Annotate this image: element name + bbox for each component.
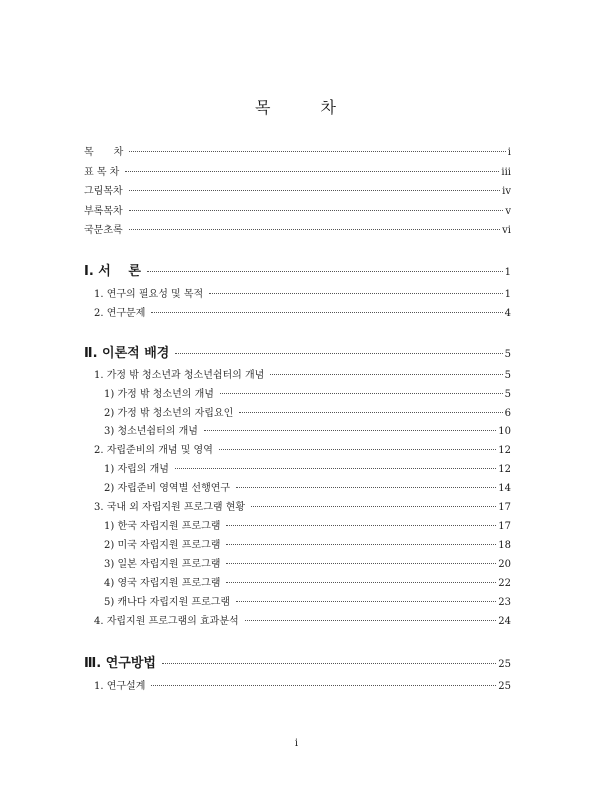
dot-leader	[270, 374, 502, 375]
toc-chapter-page: 25	[498, 659, 511, 670]
toc-entry-page: v	[505, 206, 511, 217]
toc-section-2-3[interactable]	[94, 498, 511, 513]
toc-subsection-2-1-1[interactable]	[104, 385, 511, 400]
toc-subsection-2-3-3[interactable]	[104, 555, 511, 570]
toc-entry-page: vi	[502, 225, 511, 236]
toc-entry-label: 1) 자립의 개념	[104, 464, 169, 475]
toc-chapter-page: 5	[504, 349, 511, 360]
dot-leader	[209, 293, 502, 294]
toc-chapter-2[interactable]	[84, 342, 511, 361]
toc-entry-label: 목 차	[84, 147, 124, 158]
toc-entry-figure-list[interactable]	[84, 182, 511, 197]
toc-section-2-1[interactable]	[94, 366, 511, 381]
toc-entry-label: 3) 일본 자립지원 프로그램	[104, 559, 221, 570]
toc-subsection-2-3-1[interactable]	[104, 517, 511, 532]
toc-entry-label: 4) 영국 자립지원 프로그램	[104, 578, 221, 589]
toc-entry-page: iii	[501, 167, 511, 178]
dot-leader	[245, 620, 497, 621]
toc-subsection-2-3-5[interactable]	[104, 593, 511, 608]
toc-entry-label: 2) 자립준비 영역별 선행연구	[104, 483, 231, 494]
toc-entry-page: 20	[498, 559, 511, 570]
toc-entry-page: 6	[504, 408, 511, 419]
toc-entry-label: 3. 국내 외 자립지원 프로그램 현황	[94, 502, 246, 513]
toc-section-2-2[interactable]	[94, 441, 511, 456]
toc-entry-page: 17	[498, 502, 511, 513]
toc-entry-abstract[interactable]	[84, 221, 511, 236]
page-number: i	[294, 738, 299, 749]
toc-chapter-label: Ⅰ. 서 론	[84, 264, 141, 279]
toc-entry-appendix-list[interactable]	[84, 202, 511, 217]
toc-entry-page: 1	[504, 289, 511, 300]
toc-entry-page: 12	[498, 445, 511, 456]
dot-leader	[219, 449, 496, 450]
toc-entry-page: 5	[504, 389, 511, 400]
toc-entry-page: 4	[504, 308, 511, 319]
toc-section-1-2[interactable]	[94, 304, 511, 319]
toc-entry-page: 22	[498, 578, 511, 589]
toc-entry-label: 2) 가정 밖 청소년의 자립요인	[104, 408, 234, 419]
dot-leader	[251, 506, 496, 507]
toc-title-char-1: 목	[255, 98, 273, 117]
toc-entry-page: 14	[498, 483, 511, 494]
toc-entry-contents[interactable]	[84, 143, 511, 158]
toc-entry-table-list[interactable]	[84, 163, 511, 178]
toc-chapter-label: Ⅲ. 연구방법	[84, 656, 156, 671]
toc-entry-label: 3) 청소년쉼터의 개념	[104, 426, 198, 437]
toc-entry-page: 17	[498, 521, 511, 532]
toc-chapter-3[interactable]	[84, 652, 511, 671]
toc-section-1-1[interactable]	[94, 285, 511, 300]
toc-chapter-page: 1	[504, 267, 511, 278]
toc-entry-label: 1) 가정 밖 청소년의 개념	[104, 389, 214, 400]
toc-entry-page: i	[507, 147, 511, 158]
toc-entry-page: 25	[498, 681, 511, 692]
toc-subsection-2-2-2[interactable]	[104, 479, 511, 494]
toc-chapter-1[interactable]	[84, 260, 511, 279]
toc-entry-label: 2) 미국 자립지원 프로그램	[104, 540, 221, 551]
toc-entry-page: iv	[502, 186, 511, 197]
toc-entry-label: 국문초록	[84, 225, 123, 236]
toc-subsection-2-2-1[interactable]	[104, 460, 511, 475]
toc-section-3-1[interactable]	[94, 677, 511, 692]
dot-leader	[220, 393, 503, 394]
toc-subsection-2-3-4[interactable]	[104, 574, 511, 589]
toc-entry-label: 4. 자립지원 프로그램의 효과분석	[94, 616, 239, 627]
dot-leader	[236, 601, 496, 602]
toc-entry-label: 1. 가정 밖 청소년과 청소년쉼터의 개념	[94, 370, 265, 381]
toc-title	[0, 95, 593, 118]
dot-leader	[129, 229, 501, 230]
toc-subsection-2-1-2[interactable]	[104, 404, 511, 419]
toc-entry-page: 10	[498, 426, 511, 437]
toc-entry-label: 2. 자립준비의 개념 및 영역	[94, 445, 213, 456]
dot-leader	[226, 563, 496, 564]
toc-entry-page: 24	[498, 616, 511, 627]
dot-leader	[239, 412, 502, 413]
dot-leader	[129, 190, 501, 191]
dot-leader	[125, 171, 499, 172]
dot-leader	[175, 468, 496, 469]
toc-entry-page: 23	[498, 597, 511, 608]
toc-title-char-2: 차	[320, 98, 338, 117]
dot-leader	[129, 151, 505, 152]
dot-leader	[226, 525, 496, 526]
dot-leader	[162, 663, 496, 664]
toc-entry-label: 2. 연구문제	[94, 308, 146, 319]
dot-leader	[204, 430, 496, 431]
dot-leader	[175, 353, 502, 354]
dot-leader	[151, 685, 496, 686]
toc-entry-label: 그림목차	[84, 186, 123, 197]
dot-leader	[226, 544, 496, 545]
dot-leader	[151, 312, 502, 313]
toc-subsection-2-1-3[interactable]	[104, 422, 511, 437]
toc-entry-label: 1. 연구의 필요성 및 목적	[94, 289, 204, 300]
toc-entry-label: 1. 연구설계	[94, 681, 146, 692]
toc-subsection-2-3-2[interactable]	[104, 536, 511, 551]
toc-entry-label: 표 목 차	[84, 167, 120, 178]
dot-leader	[226, 582, 496, 583]
dot-leader	[129, 210, 504, 211]
toc-entry-label: 1) 한국 자립지원 프로그램	[104, 521, 221, 532]
toc-entry-label: 5) 캐나다 자립지원 프로그램	[104, 597, 231, 608]
dot-leader	[236, 487, 496, 488]
toc-section-2-4[interactable]	[94, 612, 511, 627]
dot-leader	[147, 271, 503, 272]
toc-entry-page: 5	[504, 370, 511, 381]
toc-chapter-label: Ⅱ. 이론적 배경	[84, 346, 170, 361]
toc-entry-page: 12	[498, 464, 511, 475]
toc-entry-label: 부록목차	[84, 206, 123, 217]
toc-entry-page: 18	[498, 540, 511, 551]
